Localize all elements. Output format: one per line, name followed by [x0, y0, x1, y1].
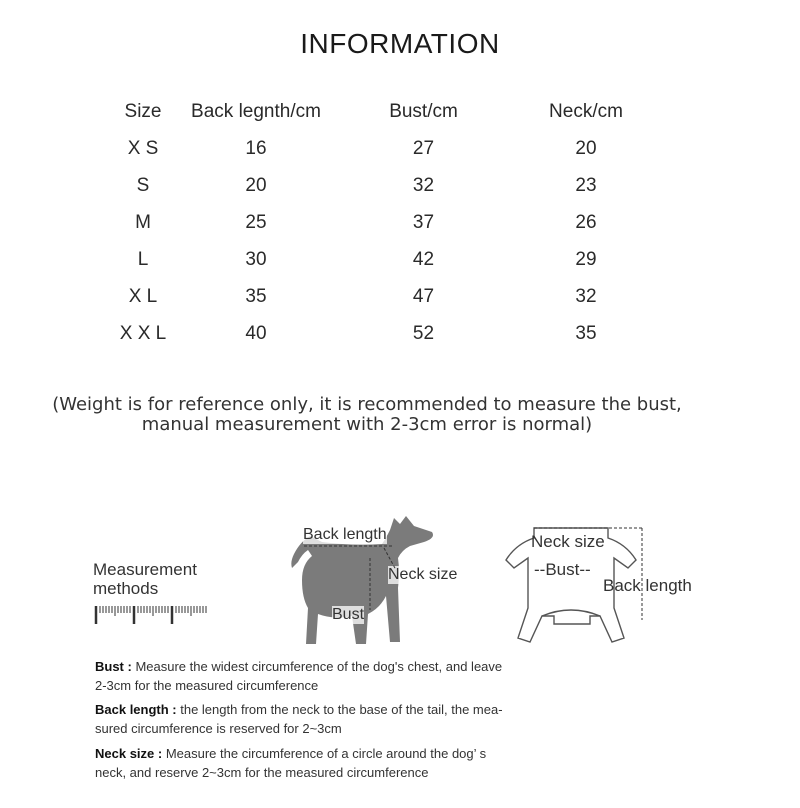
cell-size: X X L [119, 322, 167, 344]
dog-measure-lines [300, 540, 420, 620]
table-row [100, 315, 651, 352]
back-length-text-2: sured circumference is reserved for 2~3cm [95, 721, 342, 736]
bust-text-2: 2-3cm for the measured circumference [95, 678, 319, 693]
cell-neck: 20 [575, 137, 597, 159]
cell-size: X S [127, 137, 159, 159]
cell-size: L [137, 248, 149, 270]
header-back-length: Back legnth/cm [191, 101, 321, 122]
header-bust: Bust/cm [389, 101, 458, 122]
cell-back-length: 16 [245, 137, 267, 159]
cell-back-length: 40 [245, 322, 267, 344]
cell-back-length: 25 [245, 211, 267, 233]
cell-size: S [136, 174, 150, 196]
size-table [100, 94, 651, 352]
cell-neck: 26 [575, 211, 597, 233]
clothes-back-length-label: Back length [603, 576, 692, 595]
measurement-line-2: methods [93, 579, 159, 598]
table-row [100, 278, 651, 315]
dog-neck-size-label: Neck size [388, 566, 458, 583]
measurement-line-1: Measurement [93, 560, 197, 579]
neck-size-description [95, 744, 565, 782]
cell-back-length: 30 [245, 248, 267, 270]
table-row [100, 167, 651, 204]
reference-note [0, 395, 734, 435]
bust-text-1: Measure the widest circumference of the dog's chest, and leave [131, 659, 503, 674]
dog-back-length-label: Back length [303, 526, 387, 543]
neck-size-text-1: Measure the circumference of a circle around the dog’ s [162, 746, 487, 761]
cell-size: X L [128, 285, 158, 307]
bust-description [95, 657, 565, 695]
page-title: INFORMATION [300, 28, 500, 59]
header-size: Size [124, 101, 162, 122]
back-length-term: Back length : [95, 702, 177, 717]
clothes-neck-size-label: Neck size [531, 532, 605, 551]
cell-neck: 29 [575, 248, 597, 270]
cell-bust: 52 [412, 322, 435, 344]
measurement-methods-label [93, 560, 197, 598]
cell-bust: 42 [412, 248, 435, 270]
cell-neck: 23 [575, 174, 597, 196]
neck-size-term: Neck size : [95, 746, 163, 761]
neck-size-text-2: neck, and reserve 2~3cm for the measured circumference [95, 765, 429, 780]
table-row [100, 204, 651, 241]
back-length-description [95, 700, 565, 738]
cell-neck: 35 [575, 322, 597, 344]
cell-back-length: 35 [245, 285, 267, 307]
note-line-2: manual measurement with 2-3cm error is normal) [141, 414, 593, 435]
bust-term: Bust : [95, 659, 132, 674]
clothes-bust-label: --Bust-- [534, 560, 591, 579]
cell-bust: 32 [412, 174, 435, 196]
table-header-row [100, 94, 651, 130]
back-length-text-1: the length from the neck to the base of the tail, the mea- [176, 702, 503, 717]
cell-bust: 27 [412, 137, 435, 159]
ruler-icon [94, 602, 214, 626]
cell-size: M [135, 211, 151, 233]
table-row [100, 130, 651, 167]
cell-neck: 32 [575, 285, 597, 307]
dog-bust-label: Bust [332, 606, 365, 623]
header-neck: Neck/cm [549, 101, 623, 122]
cell-bust: 37 [412, 211, 435, 233]
table-row [100, 241, 651, 278]
note-line-1: (Weight is for reference only, it is recommended to measure the bust, [52, 394, 682, 415]
cell-back-length: 20 [245, 174, 267, 196]
cell-bust: 47 [412, 285, 435, 307]
